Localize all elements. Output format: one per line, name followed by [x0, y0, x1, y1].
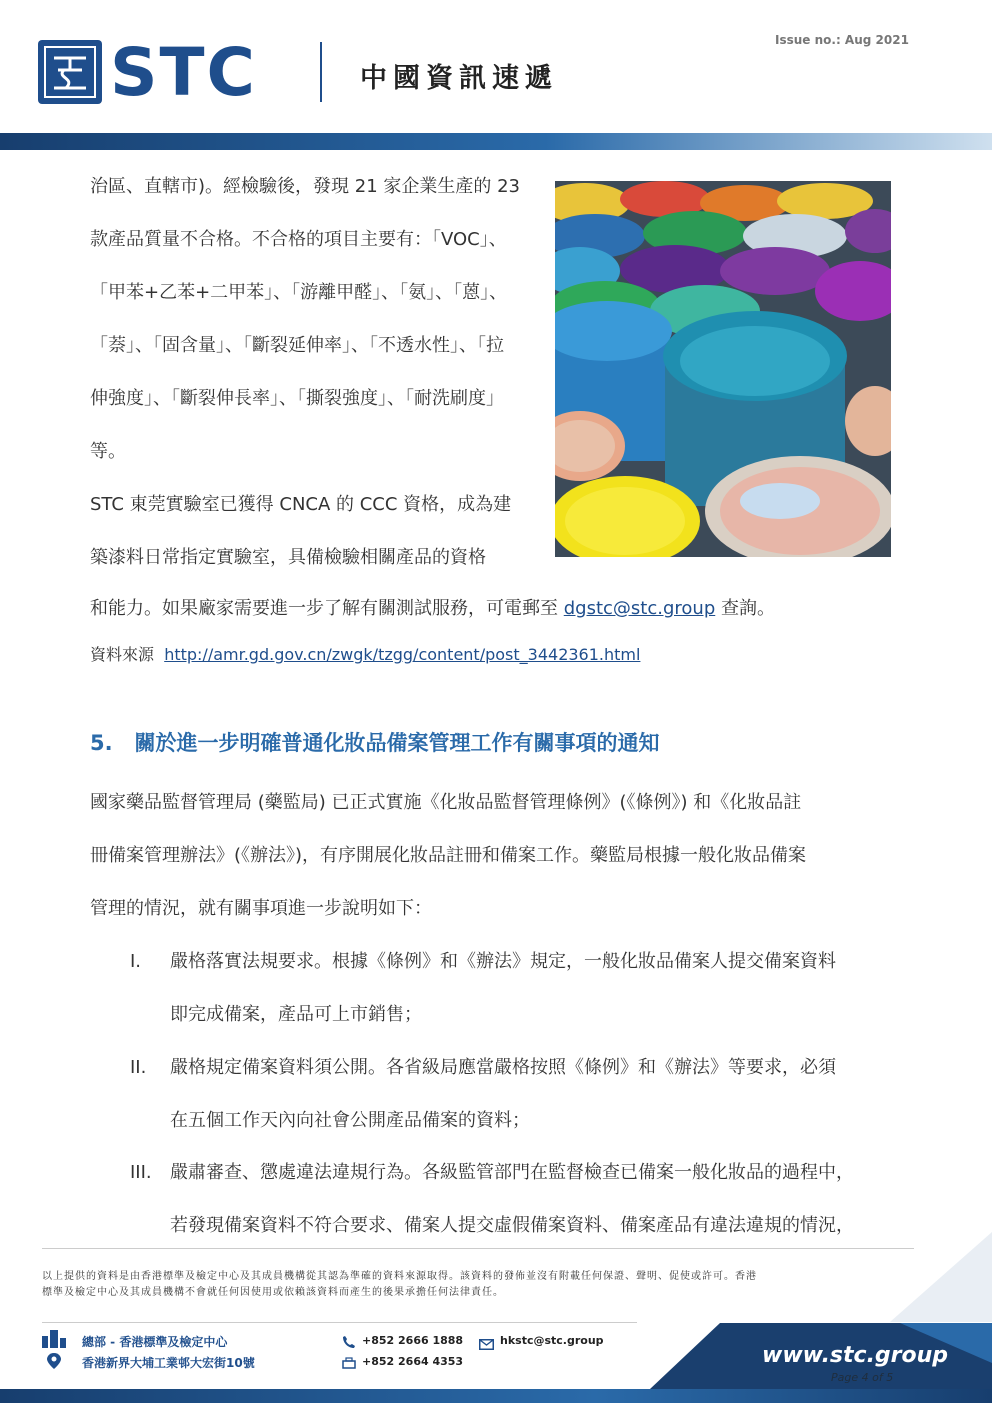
issue-number: Issue no.: Aug 2021: [775, 33, 909, 47]
list-item: [170, 1041, 920, 1147]
location-pin-icon: [47, 1353, 61, 1373]
corner-accent: [890, 1232, 992, 1326]
phone-icon: [342, 1334, 356, 1353]
fax-number: +852 2664 4353: [362, 1355, 464, 1368]
source-url-link[interactable]: http://amr.gd.gov.cn/zwgk/tzgg/content/post_3442361.html: [164, 645, 641, 664]
footer-band: [0, 1389, 992, 1403]
paragraph-line: 國家藥品監督管理局 (藥監局) 已正式實施《化妝品監督管理條例》(《條例》) 和《化妝品註: [90, 792, 802, 813]
intro-line: 「甲苯+乙苯+二甲苯」、「游離甲醛」、「氨」、「蒽」、: [90, 282, 508, 303]
building-icon: [40, 1330, 68, 1352]
list-item-line: 即完成備案，產品可上市銷售；: [170, 1004, 422, 1025]
section-heading: [90, 727, 660, 757]
intro-text: [90, 160, 545, 584]
email-link[interactable]: dgstc@stc.group: [563, 598, 716, 619]
intro-line: 「萘」、「固含量」、「斷裂延伸率」、「不透水性」、「拉: [90, 335, 504, 356]
intro-line: STC 東莞實驗室已獲得 CNCA 的 CCC 資格，成為建: [90, 494, 512, 515]
footer-divider-2: [42, 1322, 637, 1323]
list-item-line: 若發現備案資料不符合要求、備案人提交虛假備案資料、備案產品有違法違規的情況，: [170, 1215, 854, 1236]
list-number: III.: [130, 1162, 152, 1183]
header-divider: [320, 42, 322, 102]
list-item-line: 嚴格落實法規要求。根據《條例》和《辦法》規定，一般化妝品備案人提交備案資料: [170, 951, 836, 972]
list-item-line: 在五個工作天內向社會公開產品備案的資料；: [170, 1110, 530, 1131]
section-number: 5.: [90, 731, 113, 755]
header-subtitle: 中國資訊速遞: [360, 63, 558, 94]
intro-line: 等。: [90, 441, 126, 462]
section-title: 關於進一步明確普通化妝品備案管理工作有關事項的通知: [134, 731, 660, 755]
disclaimer: [42, 1269, 902, 1301]
disclaimer-line: 以上提供的資料是由香港標準及檢定中心及其成員機構從其認為準確的資料來源取得。該資料的發佈並沒有附載任何保證、聲明、促使或許可。香港: [42, 1271, 757, 1282]
hq-label: 總部 - 香港標準及檢定中心: [82, 1335, 228, 1349]
intro-line: 築漆料日常指定實驗室，具備檢驗相關產品的資格: [90, 547, 486, 568]
stc-logo-text: STC: [110, 34, 257, 111]
paragraph-line: 冊備案管理辦法》(《辦法》)，有序開展化妝品註冊和備案工作。藥監局根據一般化妝品備案: [90, 845, 807, 866]
list-number: II.: [130, 1057, 147, 1078]
list-item-line: 嚴肅審查、懲處違法違規行為。各級監管部門在監督檢查已備案一般化妝品的過程中，: [170, 1162, 854, 1183]
contact-line: [90, 582, 910, 635]
intro-line: 治區、直轄市)。經檢驗後，發現 21 家企業生產的 23: [90, 176, 520, 197]
footer-divider: [42, 1248, 914, 1249]
mail-icon: [479, 1335, 494, 1354]
disclaimer-line: 標準及檢定中心及其成員機構不會就任何因使用或依賴該資料而產生的後果承擔任何法律責任。: [42, 1287, 504, 1298]
intro-line: 款產品質量不合格。不合格的項目主要有：「VOC」、: [90, 229, 507, 250]
source-label: 資料來源: [90, 645, 155, 664]
website-link[interactable]: www.stc.group: [762, 1343, 949, 1368]
source-line: [90, 642, 640, 665]
paint-cans-photo: [555, 181, 891, 557]
list-item: [170, 1146, 930, 1252]
contact-text: 和能力。如果廠家需要進一步了解有關測試服務，可電郵至: [90, 598, 564, 619]
header-band: [0, 133, 992, 150]
list-item-line: 嚴格規定備案資料須公開。各省級局應當嚴格按照《條例》和《辦法》等要求，必須: [170, 1057, 836, 1078]
contact-text-end: 查詢。: [715, 598, 775, 619]
intro-line: 伸強度」、「斷裂伸長率」、「撕裂強度」、「耐洗刷度」: [90, 388, 504, 409]
phone-number[interactable]: +852 2666 1888: [362, 1334, 464, 1347]
footer-email[interactable]: hkstc@stc.group: [500, 1334, 604, 1347]
stc-logo-emblem-icon: [44, 46, 96, 98]
paragraph-line: 管理的情況，就有關事項進一步說明如下：: [90, 898, 432, 919]
section-paragraph: [90, 776, 920, 935]
address: 香港新界大埔工業邨大宏街10號: [82, 1356, 255, 1370]
list-number: I.: [130, 951, 142, 972]
list-item: [170, 935, 920, 1041]
page-number: Page 4 of 5: [831, 1371, 894, 1384]
fax-icon: [342, 1355, 356, 1374]
